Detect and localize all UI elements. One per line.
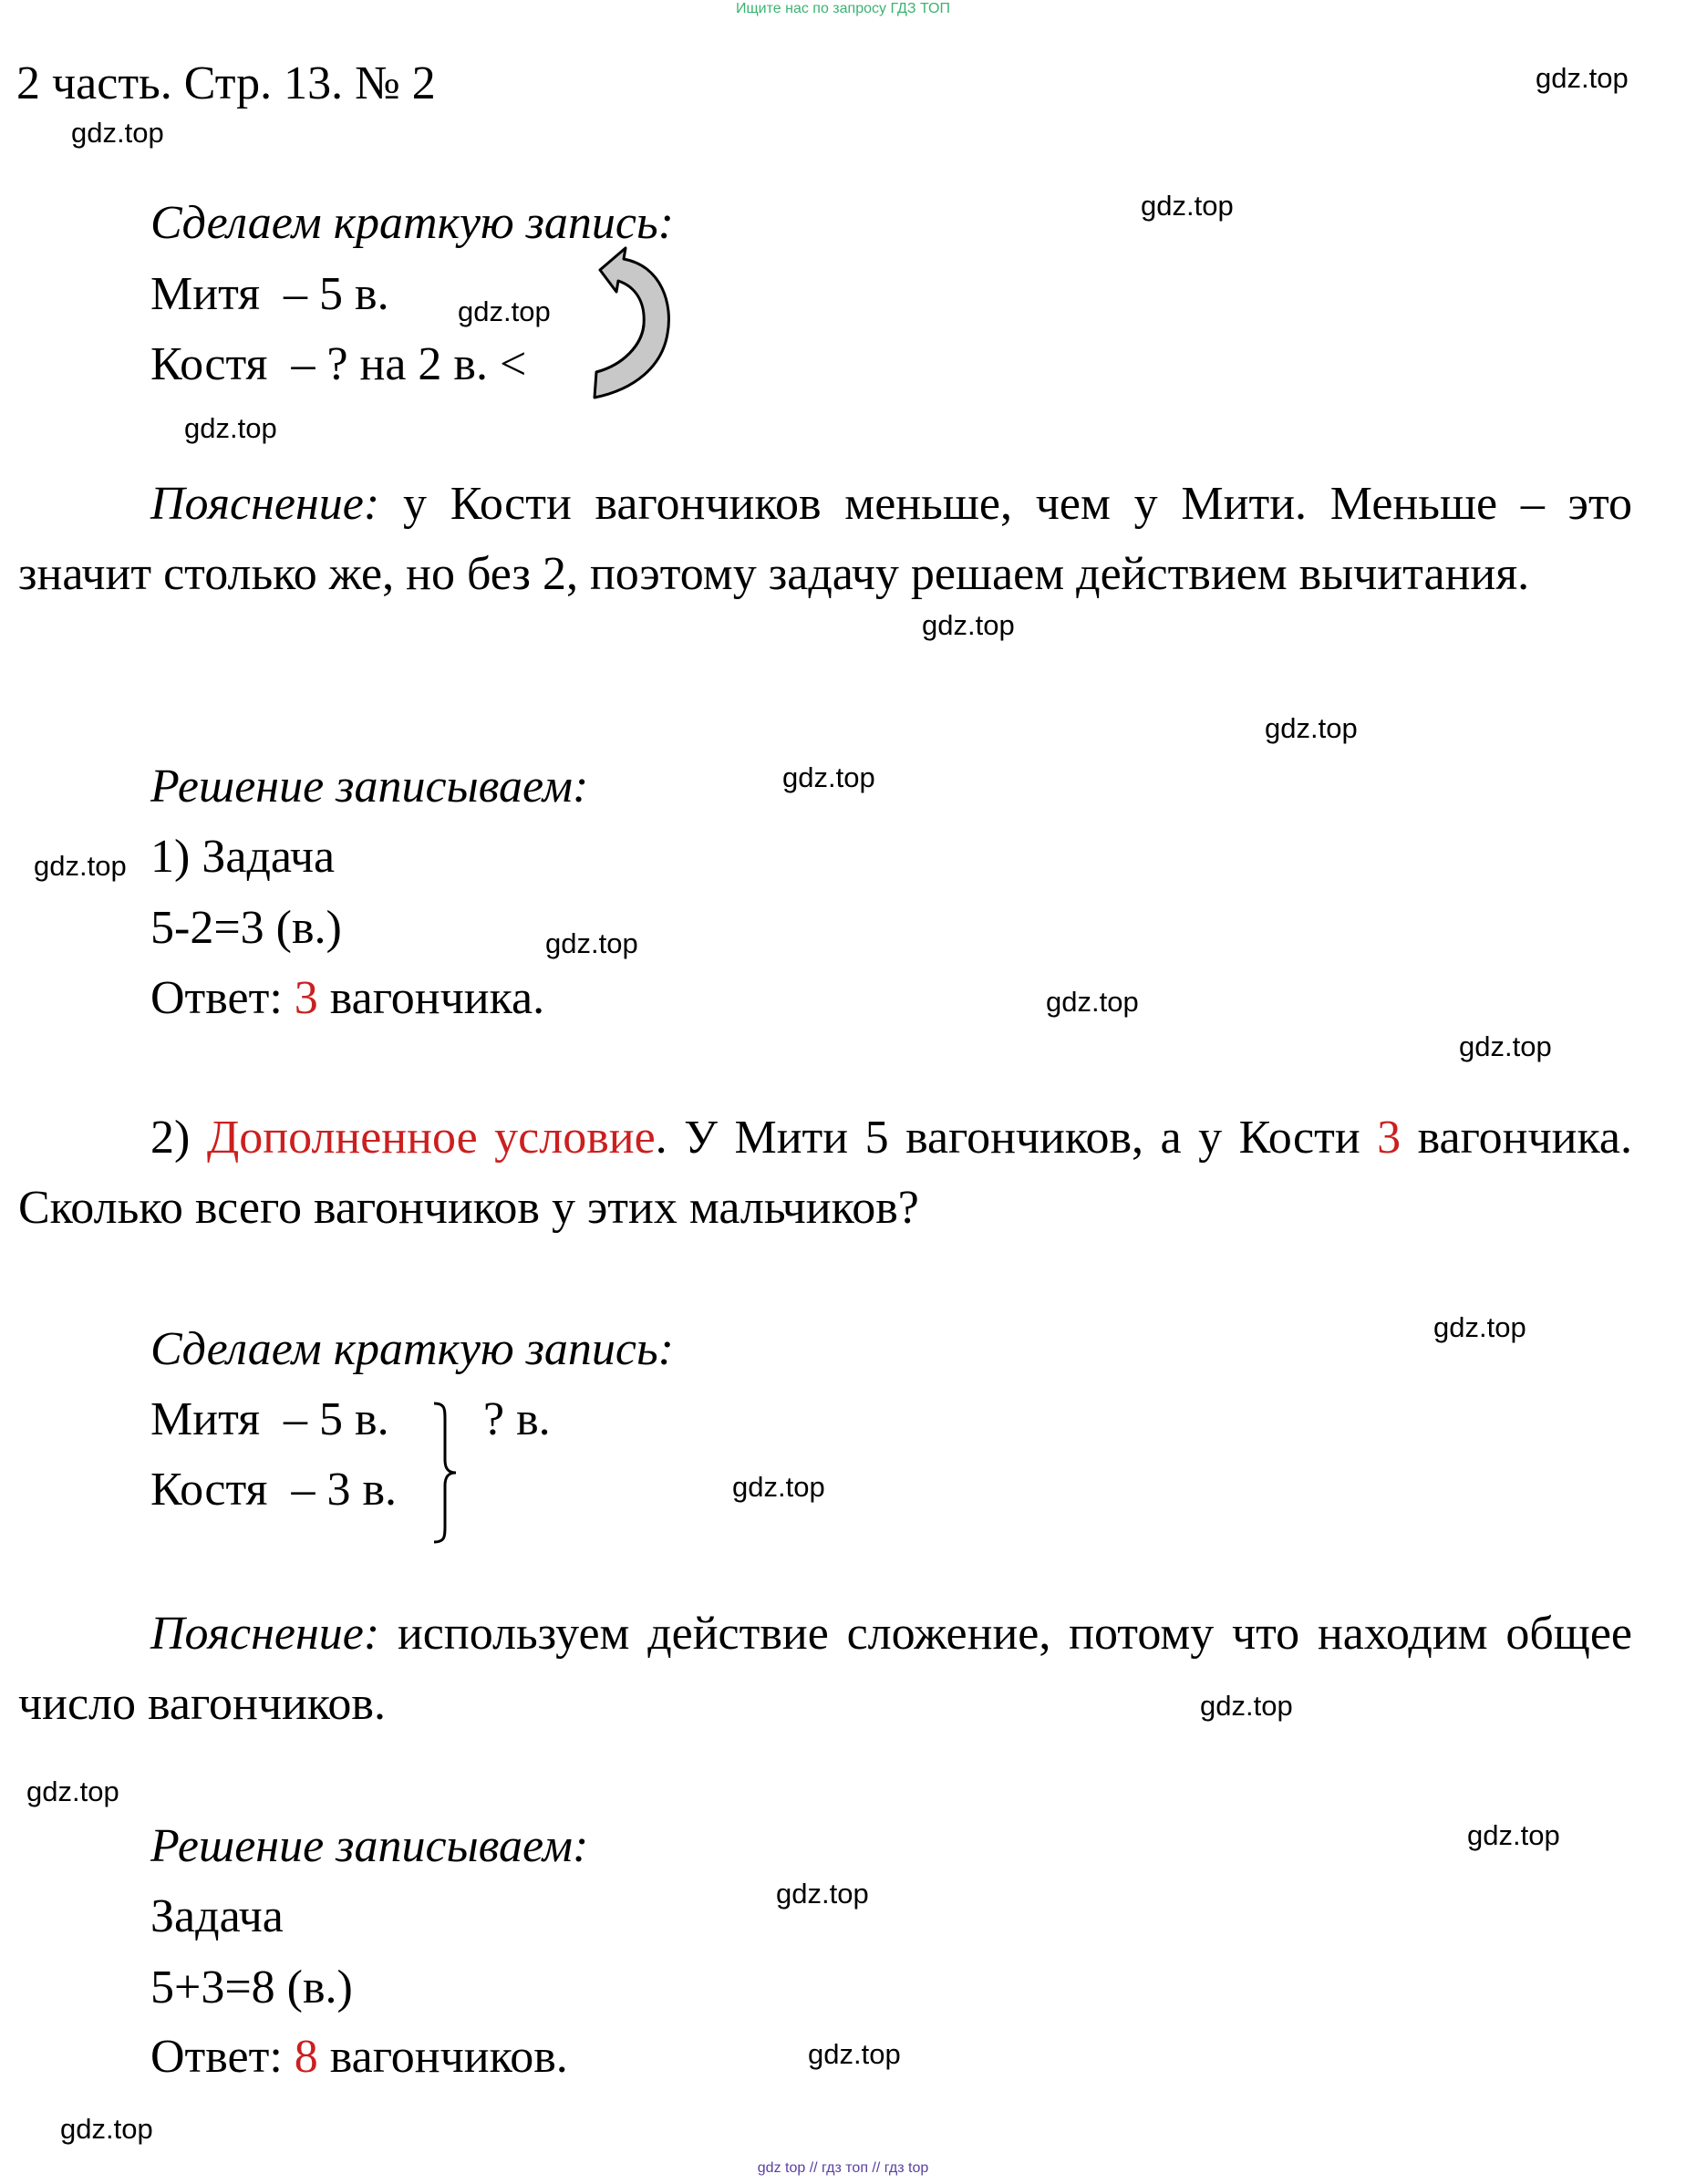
condition-text: . У Мити 5 вагончиков, а у Кости bbox=[655, 1112, 1378, 1164]
answer-value: 8 bbox=[294, 2031, 318, 2083]
condition-label: Дополненное условие bbox=[206, 1112, 656, 1164]
page-title: 2 часть. Стр. 13. № 2 bbox=[16, 57, 436, 109]
watermark: gdz.top bbox=[71, 117, 164, 149]
record-line-kostya bbox=[150, 1463, 397, 1517]
watermark: gdz.top bbox=[26, 1775, 119, 1807]
watermark: gdz.top bbox=[545, 927, 638, 959]
record-value: – ? на 2 в. < bbox=[291, 338, 527, 390]
total-label: ? в. bbox=[483, 1393, 551, 1445]
watermark: gdz.top bbox=[732, 1471, 825, 1503]
record-value: – 5 в. bbox=[284, 268, 389, 320]
watermark: gdz.top bbox=[782, 761, 875, 793]
answer-value: 3 bbox=[294, 972, 318, 1024]
solution-heading: Решение записываем: bbox=[150, 1820, 589, 1872]
part-number: 2) bbox=[150, 1112, 207, 1164]
watermark: gdz.top bbox=[1459, 1030, 1552, 1062]
equation: 5-2=3 (в.) bbox=[150, 902, 342, 954]
record-line-mitya bbox=[150, 1392, 389, 1447]
short-record-heading: Сделаем краткую запись: bbox=[150, 1323, 674, 1375]
comparison-arrow-icon bbox=[584, 239, 675, 403]
condition-text: вагончика. Сколько всего вагончиков у этих мальчиков? bbox=[18, 1112, 1632, 1234]
explanation-text: используем действие сложение, потому что находим общее число вагончиков. bbox=[18, 1608, 1632, 1730]
record-name: Костя bbox=[150, 338, 268, 390]
answer-line bbox=[150, 2030, 568, 2085]
condition-paragraph bbox=[18, 1102, 1632, 1243]
watermark: gdz.top bbox=[922, 609, 1015, 641]
explanation-label: Пояснение: bbox=[150, 1608, 380, 1660]
answer-line bbox=[150, 971, 544, 1026]
top-banner: Ищите нас по запросу ГДЗ ТОП bbox=[736, 1, 950, 16]
task-label: 1) Задача bbox=[150, 831, 336, 883]
watermark: gdz.top bbox=[1200, 1690, 1293, 1722]
record-line-kostya bbox=[150, 337, 526, 392]
record-value: – 5 в. bbox=[284, 1393, 389, 1445]
task-label: Задача bbox=[150, 1890, 284, 1942]
explanation-label: Пояснение: bbox=[150, 478, 380, 530]
watermark: gdz.top bbox=[1433, 1311, 1526, 1343]
record-line-mitya bbox=[150, 267, 389, 322]
watermark: gdz.top bbox=[1046, 986, 1139, 1018]
equation: 5+3=8 (в.) bbox=[150, 1961, 353, 2013]
curly-brace-icon bbox=[429, 1400, 461, 1546]
watermark: gdz.top bbox=[1536, 62, 1629, 94]
watermark: gdz.top bbox=[1141, 190, 1234, 222]
watermark: gdz.top bbox=[776, 1878, 869, 1910]
explanation-paragraph-2 bbox=[18, 1599, 1632, 1739]
answer-suffix: вагончиков. bbox=[317, 2031, 568, 2083]
explanation-text: у Кости вагончиков меньше, чем у Мити. Меньше – это значит столько же, но без 2, поэтому задачу решаем действием вычитания. bbox=[18, 478, 1632, 600]
record-name: Митя bbox=[150, 1393, 261, 1445]
condition-value: 3 bbox=[1377, 1112, 1402, 1164]
watermark: gdz.top bbox=[184, 412, 277, 444]
watermark: gdz.top bbox=[60, 2113, 153, 2145]
watermark: gdz.top bbox=[1265, 712, 1358, 744]
record-name: Митя bbox=[150, 268, 261, 320]
watermark: gdz.top bbox=[1467, 1819, 1560, 1851]
record-value: – 3 в. bbox=[291, 1464, 397, 1516]
record-name: Костя bbox=[150, 1464, 268, 1516]
explanation-paragraph-1 bbox=[18, 469, 1632, 609]
solution-heading: Решение записываем: bbox=[150, 761, 589, 813]
short-record-heading: Сделаем краткую запись: bbox=[150, 197, 674, 249]
watermark: gdz.top bbox=[808, 2038, 901, 2070]
watermark: gdz.top bbox=[34, 850, 127, 882]
answer-prefix: Ответ: bbox=[150, 2031, 295, 2083]
watermark: gdz.top bbox=[458, 295, 551, 327]
answer-prefix: Ответ: bbox=[150, 972, 295, 1024]
bottom-banner: gdz top // гдз топ // гдз top bbox=[757, 2160, 929, 2176]
answer-suffix: вагончика. bbox=[317, 972, 545, 1024]
